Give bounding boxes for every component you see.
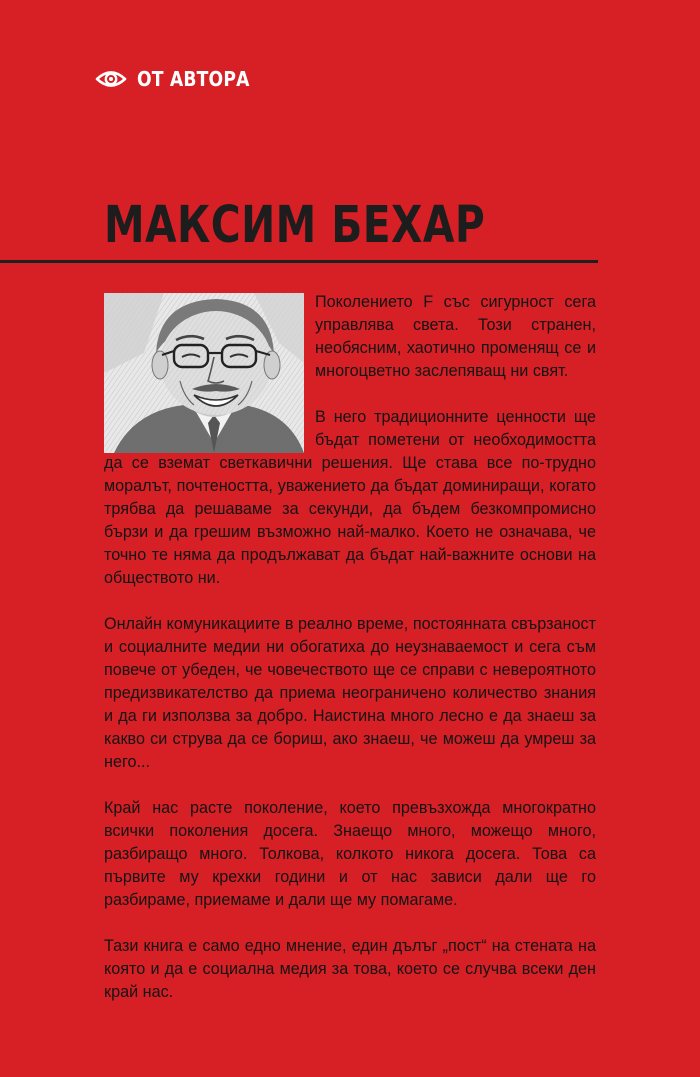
paragraph: Край нас расте поколение, което превъзхожда многократно всички поколения досега. Знаещо много, можещо много, разбиращо много. Толкова, колкото никога досега. Това са първите му крехки години и от нас зависи дали ще го разбираме, приемаме и дали ще му помагаме.: [104, 799, 596, 909]
paragraph: Тази книга е само едно мнение, един дълъг „пост“ на стената на която и да е социална медия за това, което се случва всеки ден край нас.: [104, 937, 596, 1001]
section-header: [95, 64, 268, 94]
paragraph: В него традиционните ценности ще бъдат пометени от необходимостта да се вземат светкавични решения. Ще става все по-трудно моралът, почтеността, уважението да бъдат доминиращи, когато трябва да решаваме за секунди, да бъдем безкомпромисно бързи и да грешим възможно най-малко. Което не означава, че точно те няма да продължават да бъдат най-важните основи на обществото ни.: [104, 408, 596, 587]
divider-rule: [0, 260, 598, 263]
paragraph: Поколението F със сигурност сега управлява света. Този странен, необясним, хаотично променящ се и многоцветно заслепяващ ни свят.: [315, 293, 596, 380]
section-title: ОТ АВТОРА: [137, 67, 250, 91]
photo-wrap-spacer: [104, 291, 304, 452]
paragraph: Онлайн комуникациите в реално време, постоянната свързаност и социалните медии ни обогатиха до неузнаваемост и сега съм повече от убеден, че човечеството ще се справи с невероятното предизвикателство да приема неограничено количество знания и да ги използва за добро. Наистина много лесно е да знаеш за какво си струва да се бориш, ако знаеш, че можеш да умреш за него...: [104, 615, 596, 771]
eye-icon: [95, 69, 127, 89]
author-name: МАКСИМ БЕХАР: [104, 196, 486, 255]
author-text: [104, 291, 596, 1027]
